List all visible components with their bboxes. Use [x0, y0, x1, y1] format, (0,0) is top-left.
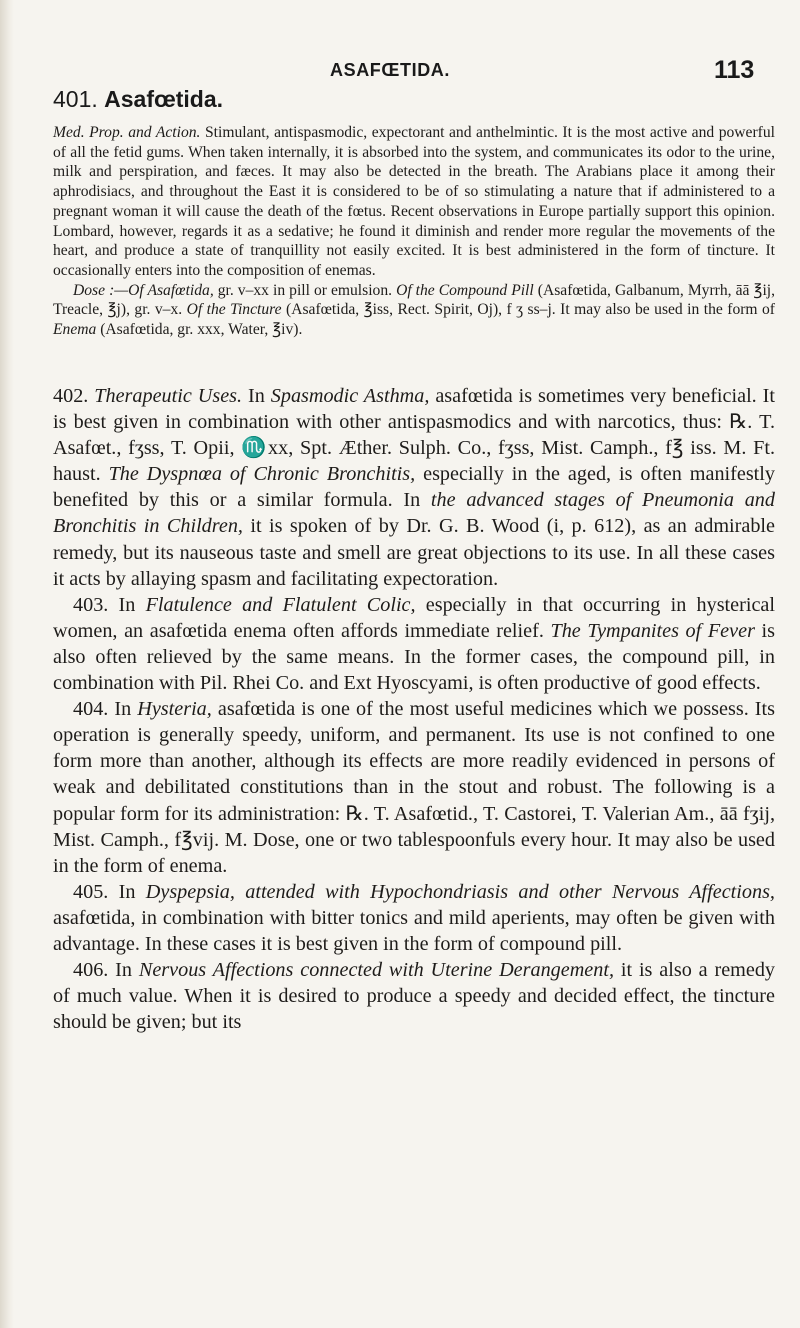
paragraph-text: especially in that occurring in hysterical women, an asafœtida enema often affords immediate relief. — [53, 593, 775, 642]
paragraph-number: 405. In — [73, 880, 146, 903]
paragraph-text: asafœtida is one of the most useful medicines which we possess. Its operation is generally speedy, uniform, and permanent. Its use is not confined to one form more than another, although its effects are more readily evidenced in persons of weak and debilitated constitutions than in the stout and robust. The following is a popular form for its administration: ℞. T. Asafœtid., T. Castorei, T. Valerian Am., āā fʒij, Mist. Camph., f℥vij. M. Dose, one or two tablespoonfuls every hour. It may also be used in the form of enema. — [53, 698, 775, 877]
section-heading — [53, 86, 223, 113]
pill-text: (Asafœtida, Galbanum, Myrrh, āā ℥ij, Treacle, ℥j), gr. v–x. — [53, 281, 776, 319]
main-text-block — [53, 383, 775, 1035]
dose-paragraph — [53, 281, 775, 340]
paragraph-number: 403. In — [73, 593, 146, 616]
properties-label: Med. Prop. and Action. — [53, 124, 201, 141]
enema-text: (Asafœtida, gr. xxx, Water, ℥iv). — [96, 321, 303, 339]
page-number: 113 — [714, 56, 755, 84]
properties-text: Stimulant, antispasmodic, expectorant and anthelmintic. It is the most active and powerful of all the fetid gums. When taken internally, it is absorbed into the system, and communicates its odor to the urine, milk and perspiration, and fæces. It may also be detected in the breath. The Arabians place it among their aphrodisiacs, and throughout the East it is considered to be of so stimulating a nature that if administered to a pregnant woman it will cause the death of the fœtus. Recent observations in Europe partially support this opinion. Lombard, however, regards it as a sedative; he found it diminish and render more regular the movements of the heart, and produce a state of tranquillity not easily excited. It is best administered in the form of tincture. It occasionally enters into the composition of enemas. — [53, 124, 775, 279]
running-head: ASAFŒTIDA. — [330, 60, 450, 80]
paragraph-text: In — [242, 385, 271, 407]
page-header — [0, 56, 800, 86]
italic-phrase: Therapeutic Uses. — [94, 385, 243, 407]
properties-paragraph — [53, 123, 775, 281]
paragraph-text: asafœtida is sometimes very beneficial. It is best given in combination with other antispasmodics and with narcotics, thus: ℞. T. Asafœt., fʒss, T. Opii, ♏xx, Spt. Æther. Sulph. Co., fʒss, Mist. Camph., f℥ iss. M. Ft. haust. — [53, 385, 775, 486]
paragraph-number: 406. In — [73, 959, 139, 982]
italic-phrase: Flatulence and Flatulent Colic, — [145, 593, 416, 616]
italic-phrase: The Tympanites of Fever — [550, 619, 755, 642]
italic-phrase: The Dyspnœa of Chronic Bronchitis, — [108, 463, 416, 486]
italic-phrase: Hysteria, — [137, 698, 212, 721]
paragraph-text: it is also a remedy of much value. When it is desired to produce a speedy and decided effect, the tincture should be given; but its — [53, 959, 776, 1034]
tincture-text: (Asafœtida, ℥iss, Rect. Spirit, Oj), f ʒ ss–j. It may also be used in the form of — [281, 301, 775, 319]
paragraph-404 — [53, 696, 775, 879]
italic-phrase: Dyspepsia, attended with Hypochondriasis and other Nervous Affections, — [145, 880, 775, 903]
italic-phrase: the advanced stages of Pneumonia and Bronchitis in Children, — [53, 489, 775, 538]
paragraph-number: 404. In — [73, 698, 138, 721]
pill-label: Of the Compound Pill — [396, 281, 534, 299]
italic-phrase: Nervous Affections connected with Uterine Derangement, — [138, 959, 615, 982]
section-title: Asafœtida. — [104, 86, 223, 112]
dose-label: Dose :—Of Asafœtida, — [73, 281, 214, 299]
italic-phrase: Spasmodic Asthma, — [270, 385, 430, 407]
small-print-block — [53, 123, 775, 340]
paragraph-405 — [53, 879, 775, 957]
paragraph-text: especially in the aged, is often manifestly benefited by this or a similar formula. In — [53, 463, 775, 512]
paragraph-text: it is spoken of by Dr. G. B. Wood (i, p. 612), as an admirable remedy, but its nauseous taste and smell are great objections to its use. In all these cases it acts by allaying spasm and facilitating expectoration. — [53, 515, 775, 590]
enema-label: Enema — [53, 321, 97, 339]
paragraph-number: 402. — [53, 385, 95, 407]
page-gutter-shadow — [0, 0, 14, 1328]
paragraph-406 — [53, 957, 775, 1035]
paragraph-text: asafœtida, in combination with bitter tonics and mild aperients, may often be given with advantage. In these cases it is best given in the form of compound pill. — [53, 906, 775, 955]
paragraph-403 — [53, 592, 775, 696]
paragraph-text: is also often relieved by the same means. In the former cases, the compound pill, in combination with Pil. Rhei Co. and Ext Hyoscyami, is often productive of good effects. — [53, 619, 775, 695]
dose-text: gr. v–xx in pill or emulsion. — [213, 281, 397, 299]
paragraph-402 — [53, 383, 775, 592]
tincture-label: Of the Tincture — [186, 301, 282, 319]
section-number: 401. — [53, 86, 98, 112]
